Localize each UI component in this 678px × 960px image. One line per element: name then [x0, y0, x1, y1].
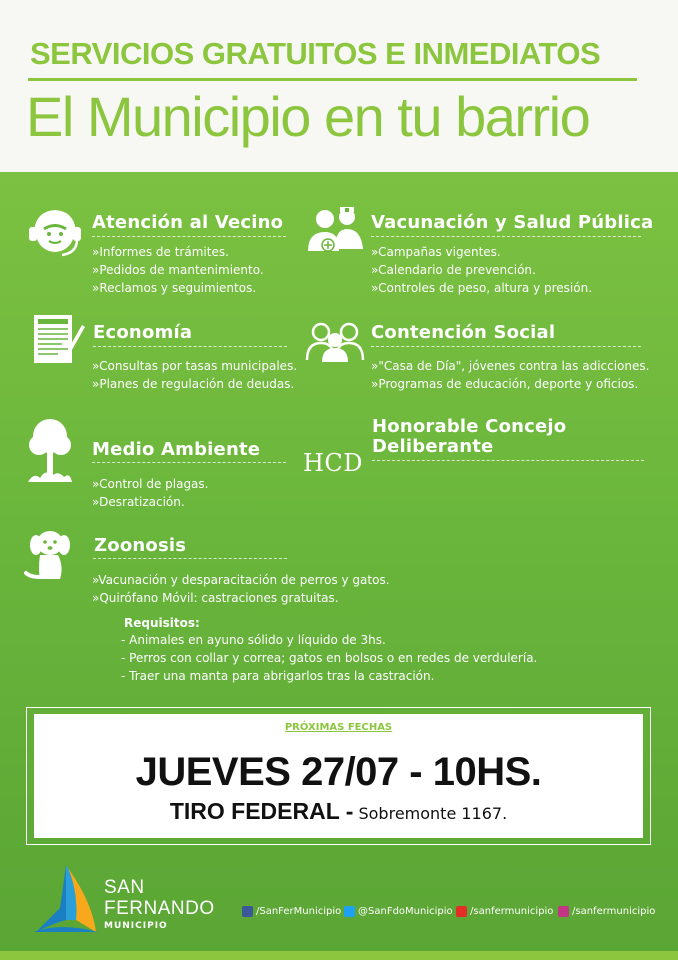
social-instagram[interactable]: /sanfermunicipio	[558, 906, 655, 917]
event-address: Sobremonte 1167.	[358, 804, 508, 823]
san-fernando-logo-icon	[30, 862, 102, 934]
vacunacion-item: »Controles de peso, altura y presión.	[371, 281, 593, 295]
contencion-divider	[371, 346, 641, 347]
event-date: JUEVES 27/07 - 10HS.	[135, 750, 542, 794]
contencion-item: »"Casa de Día", jóvenes contra las adicciones.	[371, 359, 650, 373]
contencion-item: »Programas de educación, deporte y oficios.	[371, 377, 639, 391]
hcd-title: Honorable Concejo	[372, 416, 567, 437]
health-icon	[305, 205, 367, 257]
atencion-divider	[92, 236, 286, 237]
header-divider	[28, 78, 637, 81]
vacunacion-divider	[371, 236, 641, 237]
hcd-logo: HCD	[303, 449, 364, 477]
social-twitter[interactable]: @SanFdoMunicipio	[344, 906, 453, 917]
header	[0, 0, 678, 172]
youtube-icon	[456, 906, 467, 917]
logo-wordmark: SAN FERNANDO	[104, 877, 215, 919]
requirement-item: - Perros con collar y correa; gatos en bolsos o en redes de verdulería.	[121, 651, 538, 665]
social-youtube[interactable]: /sanfermunicipio	[456, 906, 553, 917]
document-icon	[32, 313, 88, 367]
logo-subtitle: MUNICIPIO	[104, 921, 168, 931]
atencion-title: Atención al Vecino	[92, 212, 284, 233]
facebook-icon	[242, 906, 253, 917]
people-icon	[305, 320, 365, 362]
event-location	[34, 798, 643, 825]
economia-item: »Consultas por tasas municipales.	[92, 359, 298, 373]
atencion-item: »Reclamos y seguimientos.	[92, 281, 257, 295]
medio-ambiente-title: Medio Ambiente	[92, 439, 261, 460]
contencion-title: Contención Social	[371, 322, 556, 343]
medio-ambiente-divider	[92, 462, 286, 463]
medio-ambiente-item: »Control de plagas.	[92, 477, 209, 491]
atencion-item: »Pedidos de mantenimiento.	[92, 263, 264, 277]
requirement-item: - Animales en ayuno sólido y líquido de 3hs.	[121, 633, 386, 647]
next-dates-label: PRÓXIMAS FECHAS	[284, 722, 393, 733]
atencion-item: »Informes de trámites.	[92, 245, 229, 259]
vacunacion-item: »Calendario de prevención.	[371, 263, 536, 277]
requirements-title: Requisitos:	[124, 616, 200, 630]
header-title: SERVICIOS GRATUITOS E INMEDIATOS	[30, 36, 601, 71]
vacunacion-title: Vacunación y Salud Pública	[371, 212, 654, 233]
zoonosis-item: »Quirófano Móvil: castraciones gratuitas.	[92, 591, 339, 605]
vacunacion-item: »Campañas vigentes.	[371, 245, 501, 259]
social-facebook[interactable]: /SanFerMunicipio	[242, 906, 341, 917]
hcd-divider	[372, 460, 644, 461]
tree-icon	[26, 416, 74, 488]
zoonosis-item: »Vacunación y desparacitación de perros y gatos.	[92, 573, 390, 587]
twitter-icon	[344, 906, 355, 917]
economia-divider	[93, 346, 287, 347]
footer-bar	[0, 951, 678, 960]
economia-item: »Planes de regulación de deudas.	[92, 377, 295, 391]
zoonosis-title: Zoonosis	[94, 535, 187, 556]
instagram-icon	[558, 906, 569, 917]
header-subtitle: El Municipio en tu barrio	[26, 85, 590, 148]
headset-icon	[24, 207, 86, 261]
zoonosis-divider	[93, 558, 287, 559]
dog-icon	[22, 529, 76, 583]
event-box	[34, 714, 643, 838]
hcd-title-line2: Deliberante	[372, 436, 494, 457]
event-place: TIRO FEDERAL -	[169, 798, 354, 824]
economia-title: Economía	[93, 322, 193, 343]
medio-ambiente-item: »Desratización.	[92, 495, 185, 509]
requirement-item: - Traer una manta para abrigarlos tras la castración.	[121, 669, 435, 683]
